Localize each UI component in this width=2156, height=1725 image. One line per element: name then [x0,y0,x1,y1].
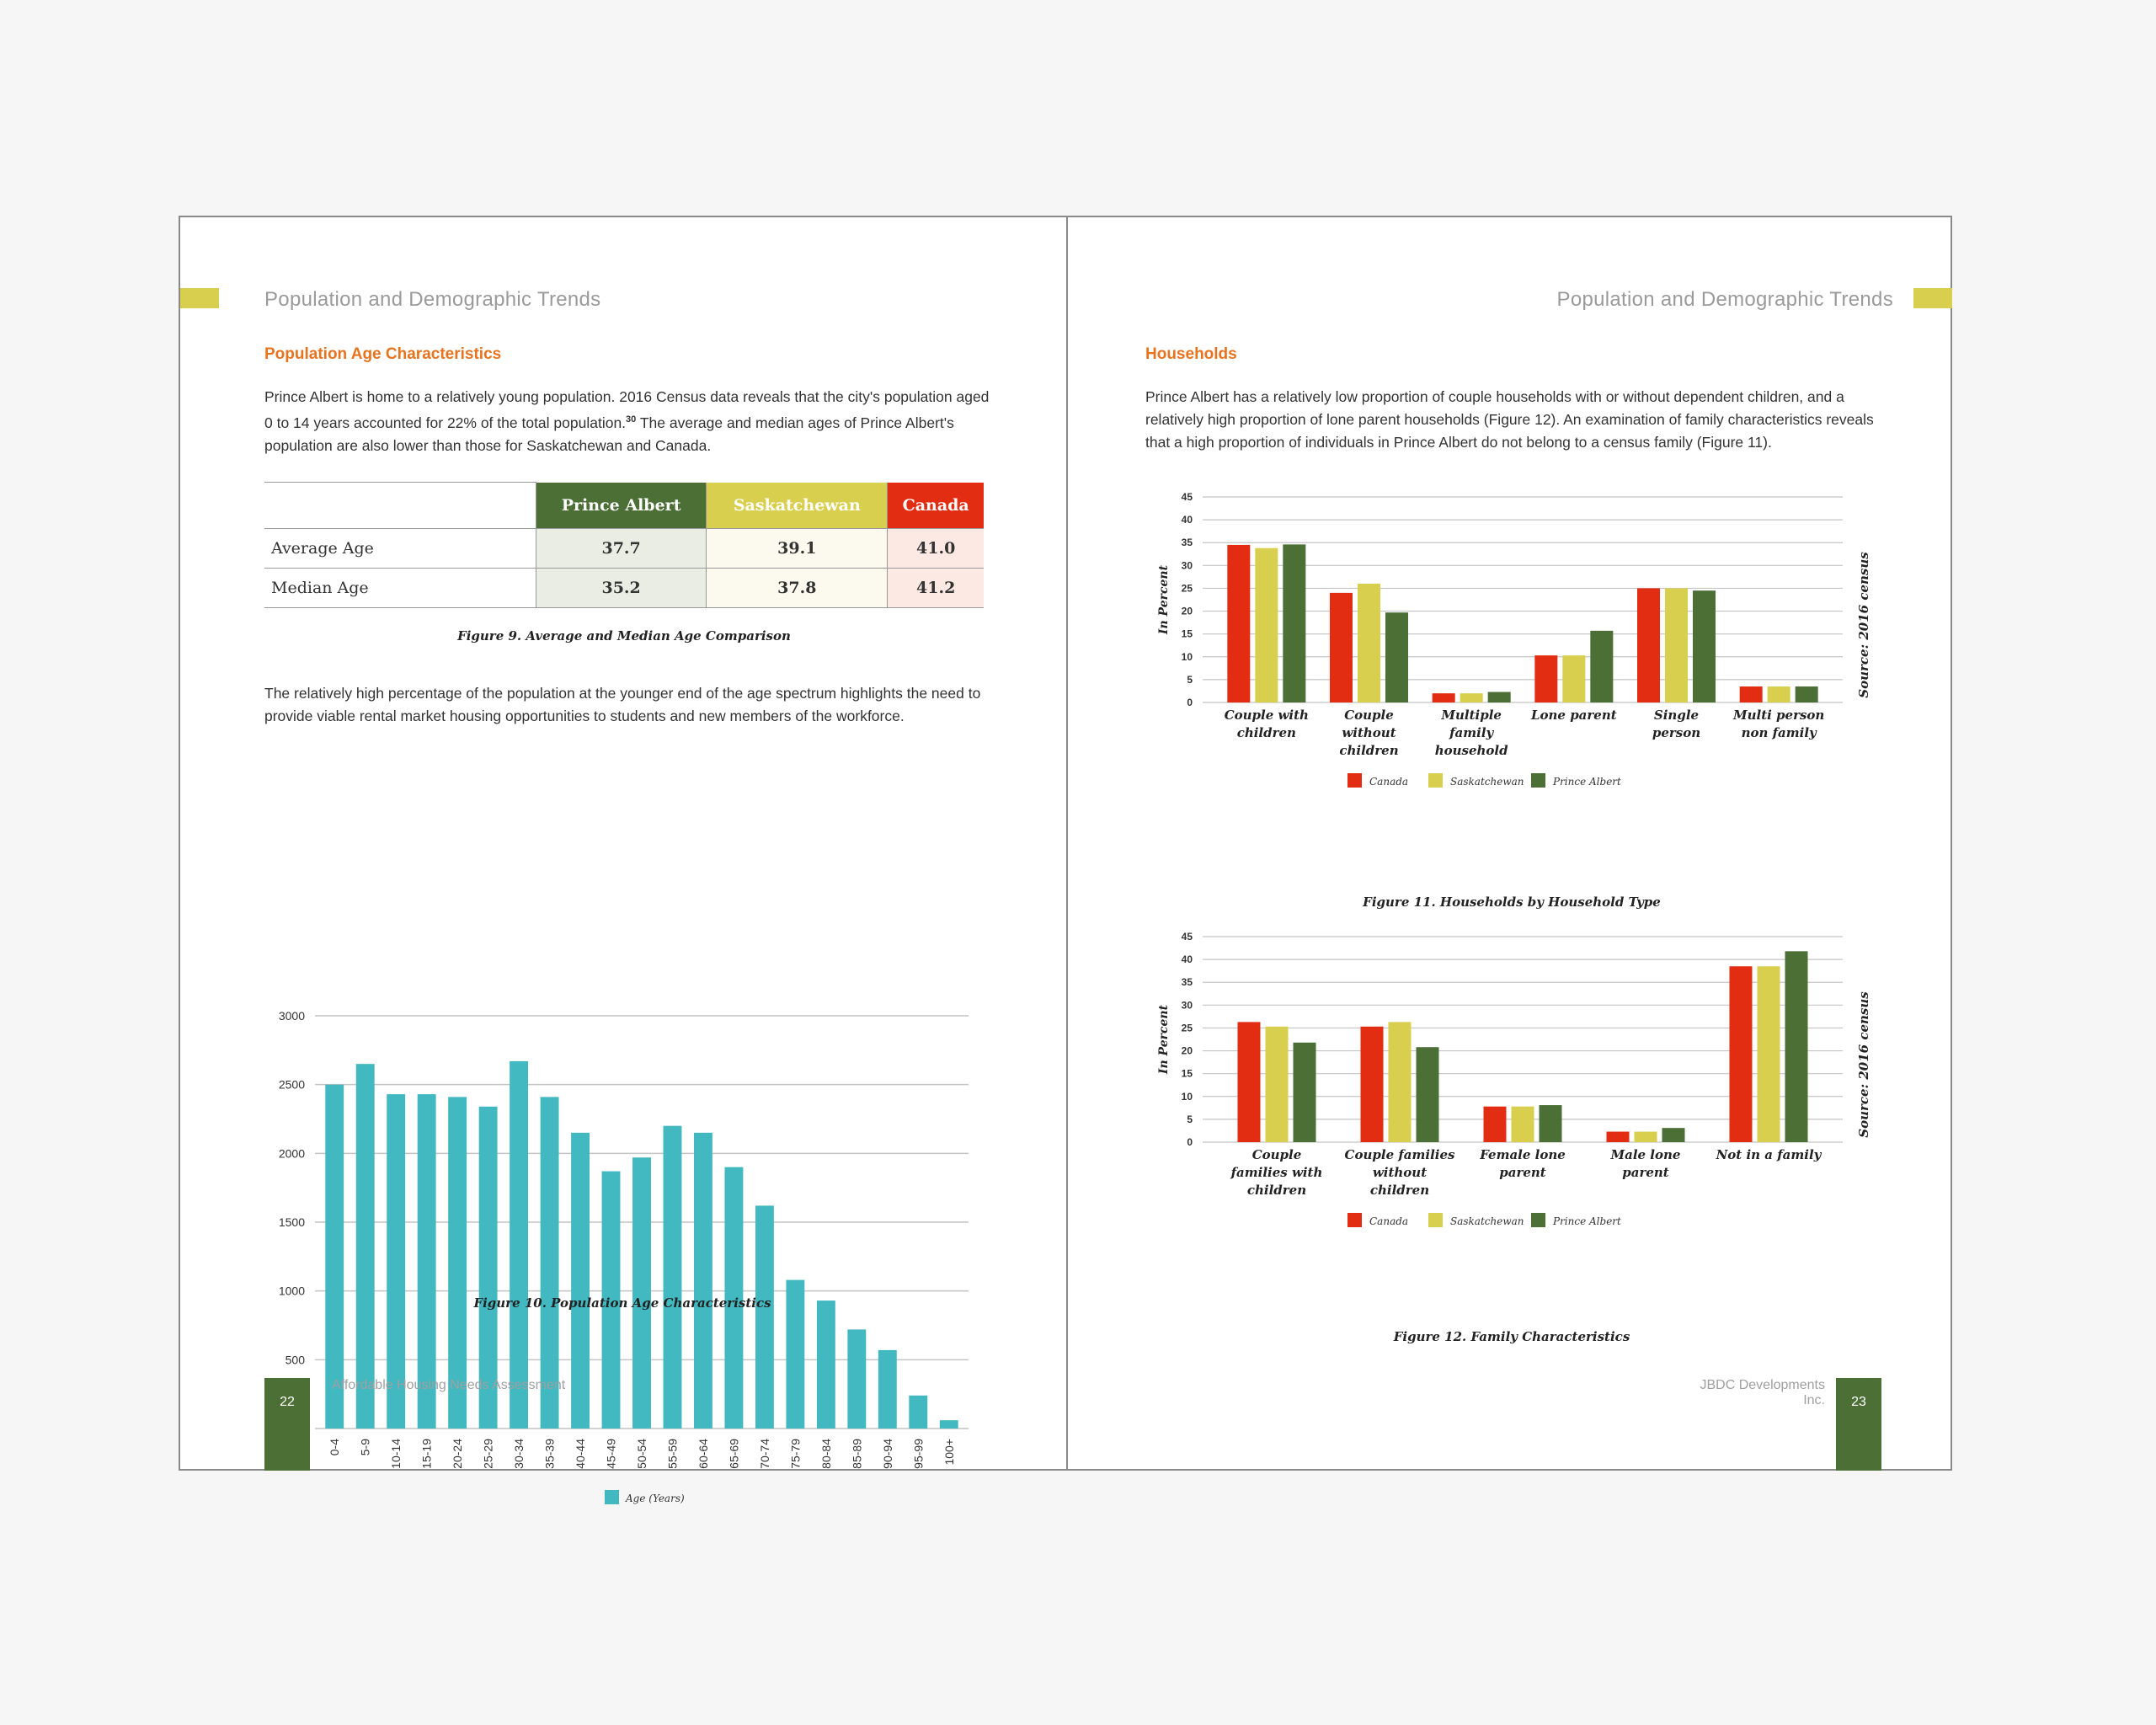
y-tick-label: 500 [285,1353,305,1367]
y-tick-label: 0 [1187,697,1193,708]
row-label: Average Age [264,529,536,569]
body-paragraph: The relatively high percentage of the population at the younger end of the age spectrum highlights the need to provide viable rental market housing opportunities to students and new members of the workforce. [264,685,981,724]
figure10-caption: Figure 10. Population Age Characteristics [473,1295,771,1311]
x-tick-label: 10-14 [389,1439,403,1469]
bar [664,1126,682,1429]
y-tick-label: 40 [1181,514,1193,526]
x-tick-label: 30-34 [512,1439,526,1469]
x-tick-label: Multi person non family [1732,708,1825,740]
x-tick-label: 0-4 [328,1439,342,1456]
y-tick-label: 10 [1181,1090,1193,1103]
bar [1389,1022,1412,1142]
y-tick-label: 30 [1181,999,1193,1012]
bar [1266,1027,1289,1142]
bar [878,1350,897,1429]
section-title: Households [1145,345,1237,363]
running-head: Population and Demographic Trends [1556,288,1893,311]
legend-swatch [1348,773,1362,788]
bar [1488,692,1511,702]
footnote-marker: 30 [626,414,637,425]
x-tick-label: 20-24 [451,1439,465,1469]
legend-label: Canada [1369,776,1409,788]
right-page [1068,217,1952,1469]
legend-swatch [1531,773,1545,788]
bar [1662,1128,1685,1142]
y-tick-label: 45 [1181,491,1193,503]
table-header-blank [264,483,536,529]
x-tick-label: Multiple family household [1434,708,1508,758]
bar [1484,1107,1507,1142]
y-tick-label: 15 [1181,1067,1193,1080]
legend-label: Saskatchewan [1450,776,1524,788]
figure10-chart [264,782,1006,1514]
y-tick-label: 35 [1181,537,1193,549]
bar [632,1157,651,1429]
figure11-chart [1135,482,1910,903]
x-tick-label: 45-49 [604,1439,618,1469]
x-tick-label: Male lone parent [1610,1147,1681,1180]
source-label: Source: 2016 census [1856,991,1871,1138]
intro-text: Prince Albert is home to a relatively young population. 2016 Census data reveals that the city's population aged 0 to 14 years accounted for 22% of the total population. [264,388,990,431]
legend-swatch [1348,1213,1362,1227]
y-tick-label: 1000 [278,1284,305,1298]
y-tick-label: 0 [1187,1136,1193,1148]
left-page [180,217,1066,1504]
x-tick-label: 60-64 [696,1439,710,1469]
x-tick-label: 80-84 [819,1439,833,1469]
bar [1534,655,1557,702]
y-tick-label: 25 [1181,582,1193,595]
x-tick-label: Couple without children [1339,708,1399,758]
table-row [264,569,984,608]
table-header-canada: Canada [888,483,984,529]
x-tick-label: 75-79 [788,1439,803,1469]
x-tick-label: 40-44 [574,1439,588,1469]
bar [1227,545,1250,702]
y-axis-label: In Percent [1157,564,1171,635]
bar [1693,590,1716,702]
y-tick-label: 5 [1187,673,1193,686]
x-tick-label: Female lone parent [1480,1147,1566,1180]
bar [1417,1047,1439,1142]
bar [356,1064,375,1429]
footer-text: Affordable Housing Needs Assessment [332,1378,566,1392]
bar [1330,593,1353,702]
section-title: Population Age Characteristics [264,345,502,363]
table-header-prince-albert: Prince Albert [536,483,707,529]
x-tick-label: 85-89 [850,1439,864,1469]
bar [909,1396,927,1429]
y-tick-label: 20 [1181,1044,1193,1057]
bar [1460,693,1483,702]
x-tick-label: 95-99 [911,1439,926,1469]
y-tick-label: 15 [1181,628,1193,640]
table-cell: 39.1 [707,529,888,569]
x-tick-label: 65-69 [727,1439,741,1469]
bar [325,1085,344,1429]
legend-swatch [1428,1213,1443,1227]
bar [940,1420,958,1429]
x-tick-label: 100+ [942,1439,956,1466]
bar [1590,631,1613,702]
document-spread [179,216,1952,1504]
bar [1512,1107,1534,1142]
x-tick-label: 25-29 [481,1439,495,1469]
table-cell: 41.0 [888,529,984,569]
bar [1768,686,1790,702]
x-tick-label: 15-19 [419,1439,434,1469]
legend-swatch [1428,773,1443,788]
body-paragraph: Prince Albert has a relatively low proportion of couple households with or without dependent children, and a relatively high proportion of lone parent households (Figure 12). An examination of family characteristics reveals that a high proportion of individuals in Prince Albert do not belong to a census family (Figure 11). [1145,388,1874,451]
figure12-caption: Figure 12. Family Characteristics [1393,1329,1630,1344]
x-tick-label: 55-59 [665,1439,680,1469]
bar [510,1061,528,1429]
x-tick-label: Couple with children [1224,708,1309,740]
y-axis-label: In Percent [1157,1004,1171,1075]
bar [1635,1132,1657,1142]
x-tick-label: Not in a family [1716,1147,1822,1162]
bar [1294,1043,1316,1142]
bar [817,1300,835,1429]
age-comparison-table [264,482,984,608]
table-header-saskatchewan: Saskatchewan [707,483,888,529]
bar [1740,686,1763,702]
page-number: 22 [264,1378,310,1471]
table-row [264,529,984,569]
y-tick-label: 3000 [278,1009,305,1023]
bar [1562,655,1585,702]
x-tick-label: 70-74 [757,1439,771,1469]
bar [1607,1132,1630,1142]
bar [1796,686,1818,702]
bar [847,1329,866,1429]
bar [1637,588,1660,702]
row-label: Median Age [264,569,536,608]
bar [1358,584,1380,702]
bar [1758,966,1780,1142]
figure12-chart [1135,921,1910,1343]
y-tick-label: 25 [1181,1022,1193,1034]
x-tick-label: Lone parent [1530,708,1617,723]
legend-label: Age (Years) [626,1493,685,1504]
table-cell: 35.2 [536,569,707,608]
section-tab-marker [1913,288,1952,308]
bar [1665,588,1688,702]
legend-swatch [605,1490,619,1504]
y-tick-label: 2000 [278,1146,305,1161]
section-tab-marker [180,288,219,308]
y-tick-label: 40 [1181,953,1193,966]
legend-label: Saskatchewan [1450,1215,1524,1227]
legend-swatch [1531,1213,1545,1227]
bar [1255,548,1278,702]
source-label: Source: 2016 census [1856,552,1871,698]
y-tick-label: 10 [1181,650,1193,663]
footer-text: JBDC Developments Inc. [1700,1378,1825,1407]
bar [694,1133,712,1429]
x-tick-label: Single person [1652,708,1701,740]
bar [1385,612,1408,702]
figure11-caption: Figure 11. Households by Household Type [1363,895,1661,910]
figure9-caption: Figure 9. Average and Median Age Comparison [457,628,791,644]
running-head: Population and Demographic Trends [264,288,601,311]
x-tick-label: 35-39 [542,1439,557,1469]
y-tick-label: 45 [1181,931,1193,943]
y-tick-label: 5 [1187,1113,1193,1125]
bar [755,1205,774,1429]
x-tick-label: Couple families without children [1344,1147,1455,1198]
bar [1238,1022,1261,1142]
page-number: 23 [1836,1378,1881,1471]
table-cell: 37.7 [536,529,707,569]
bar [1433,693,1455,702]
bar [1283,544,1305,702]
bar [1785,951,1808,1142]
legend-label: Prince Albert [1553,776,1621,788]
bar [1540,1105,1562,1142]
y-tick-label: 20 [1181,605,1193,617]
bar [1361,1027,1384,1142]
intro-paragraph [264,386,997,457]
y-tick-label: 30 [1181,559,1193,572]
bar [1730,966,1753,1142]
y-tick-label: 35 [1181,976,1193,989]
table-cell: 37.8 [707,569,888,608]
y-tick-label: 2500 [278,1077,305,1092]
bar [571,1133,590,1429]
x-tick-label: 50-54 [635,1439,648,1469]
x-tick-label: 90-94 [880,1439,894,1469]
x-tick-label: 5-9 [358,1439,372,1456]
legend-label: Prince Albert [1553,1215,1621,1227]
legend-label: Canada [1369,1215,1409,1227]
table-cell: 41.2 [888,569,984,608]
intro-text-continued: The average and median ages of Prince Albert's population are also lower than those for Saskatchewan and Canada. [264,414,954,454]
x-tick-label: Couple families with children [1230,1147,1323,1198]
y-tick-label: 1500 [278,1215,305,1229]
table-header-row [264,483,984,529]
